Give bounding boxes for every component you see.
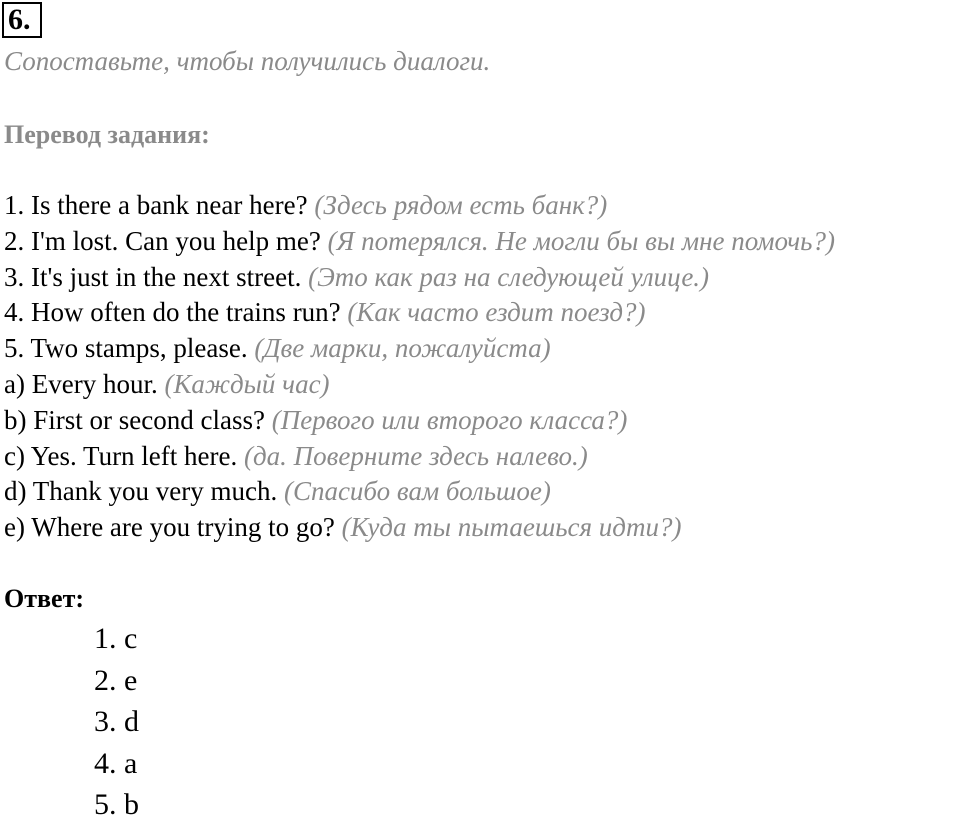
answer-item: 3. d xyxy=(94,705,139,738)
russian-translation: (Я потерялся. Не могли бы вы мне помочь?) xyxy=(327,225,835,256)
dialogue-line xyxy=(4,474,835,510)
dialogue-line xyxy=(4,331,835,367)
answer-item: 4. a xyxy=(94,746,138,780)
dialogue-line xyxy=(4,510,835,546)
answer-heading: Ответ: xyxy=(4,584,85,613)
english-text: 4. How often do the trains run? xyxy=(4,297,341,328)
russian-translation: (Каждый час) xyxy=(164,368,330,399)
english-text: 3. It's just in the next street. xyxy=(4,261,302,292)
russian-translation: (Две марки, пожалуйста) xyxy=(254,333,551,364)
english-text: b) First or second class? xyxy=(4,404,265,435)
translation-heading: Перевод задания: xyxy=(4,120,210,149)
english-text: c) Yes. Turn left here. xyxy=(4,440,238,471)
russian-translation: (Первого или второго класса?) xyxy=(271,404,628,435)
english-text: 2. I'm lost. Can you help me? xyxy=(4,225,321,256)
task-instruction: Сопоставьте, чтобы получились диалоги. xyxy=(4,46,491,76)
dialogue-lines xyxy=(4,188,835,546)
answer-item: 2. e xyxy=(94,663,138,697)
english-text: a) Every hour. xyxy=(4,368,158,399)
answer-item: 1. c xyxy=(94,622,138,655)
answer-list xyxy=(94,618,139,826)
dialogue-line xyxy=(4,224,835,260)
russian-translation: (Куда ты пытаешься идти?) xyxy=(341,512,682,543)
english-text: 5. Two stamps, please. xyxy=(4,333,248,364)
answer-item: 5. b xyxy=(94,788,139,821)
russian-translation: (Как часто ездит поезд?) xyxy=(347,297,646,328)
dialogue-line xyxy=(4,188,835,224)
dialogue-line xyxy=(4,439,835,475)
russian-translation: (Это как раз на следующей улице.) xyxy=(308,261,710,292)
task-number-box xyxy=(2,2,42,38)
russian-translation: (Спасибо вам большое) xyxy=(283,476,551,507)
english-text: e) Where are you trying to go? xyxy=(4,512,335,543)
english-text: d) Thank you very much. xyxy=(4,476,278,507)
russian-translation: (да. Поверните здесь налево.) xyxy=(244,440,588,471)
russian-translation: (Здесь рядом есть банк?) xyxy=(314,190,608,220)
dialogue-line xyxy=(4,260,835,296)
dialogue-line xyxy=(4,367,835,403)
dialogue-line xyxy=(4,403,835,439)
dialogue-line xyxy=(4,295,835,331)
task-number: 6. xyxy=(8,3,31,36)
english-text: 1. Is there a bank near here? xyxy=(4,190,308,220)
